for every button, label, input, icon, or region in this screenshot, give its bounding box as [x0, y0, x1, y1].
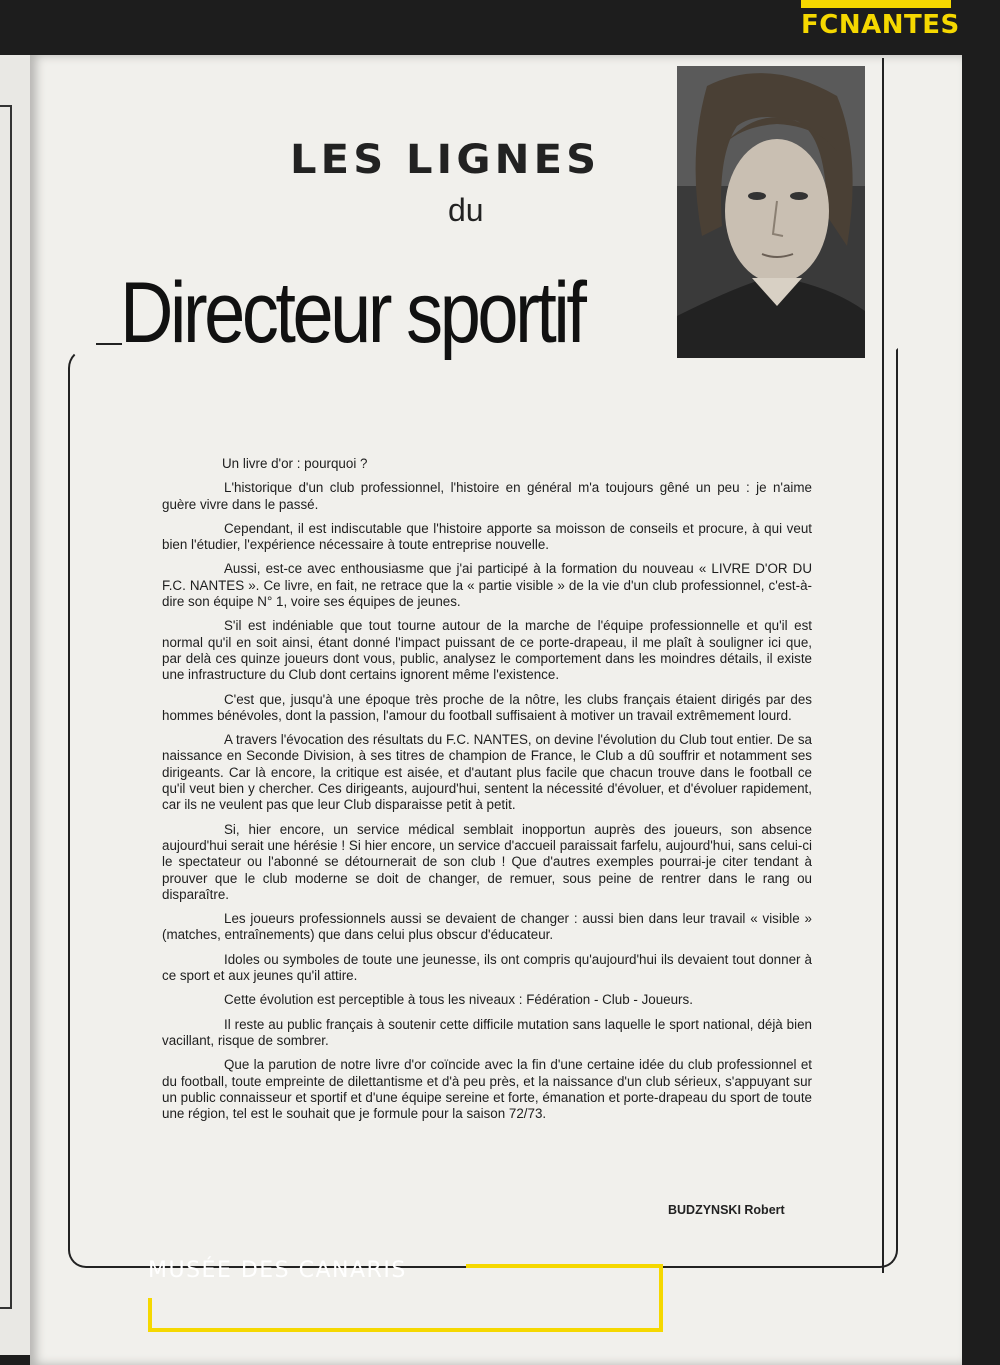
- title-main: Directeur sportif: [120, 265, 584, 361]
- watermark-frame-bottom: [148, 1328, 663, 1332]
- paragraph: Les joueurs professionnels aussi se devaient de changer : aussi bien dans leur travail « visible » (matches, entraînements) que dans celui plus obscur d'éducateur.: [162, 911, 812, 943]
- paragraph: S'il est indéniable que tout tourne autour de la marche de l'équipe professionnelle et qu'il est normal qu'il en soit ainsi, étant donné l'impact puissant de ce porte-drapeau, il me plaît à souligner ici que, par delà ces quinze joueurs dont vous, public, analysez le comportement dans les moindres détails, il existe une infrastructure du Club dont certains ignorent même l'existence.: [162, 618, 812, 683]
- title-line-1: LES LIGNES: [290, 137, 601, 183]
- paragraph: Un livre d'or : pourquoi ?: [222, 456, 368, 471]
- signature: BUDZYNSKI Robert: [668, 1203, 785, 1217]
- paragraph: A travers l'évocation des résultats du F.C. NANTES, on devine l'évolution du Club tout entier. De sa naissance en Seconde Division, à ses titres de champion de France, le Club a dû souffrir et notamment ses dirigeants. Car là encore, la critique est aisée, et d'autant plus facile que chacun trouve dans le football ce qu'il veut bien y chercher. Ces dirigeants, aujourd'hui, sentent la nécessité d'évoluer, et d'évoluer rapidement, car ils ne veulent pas que leur Club disparaisse petit à petit.: [162, 732, 812, 813]
- adjacent-page: [0, 55, 30, 1355]
- watermark-frame-left: [148, 1298, 152, 1332]
- portrait-photo: [677, 66, 865, 358]
- paragraph: C'est que, jusqu'à une époque très proche de la nôtre, les clubs français étaient dirigés par des hommes bénévoles, dont la passion, l'amour du football suffisaient à motiver un travail extrêmement lourd.: [162, 691, 812, 723]
- paragraph: Aussi, est-ce avec enthousiasme que j'ai participé à la formation du nouveau « LIVRE D'OR DU F.C. NANTES ». Ce livre, en fait, ne retrace que la « partie visible » de la vie d'un club professionnel, c'est-à-dire son équipe N° 1, voire ses équipes de jeunes.: [162, 561, 812, 610]
- paragraph: Il reste au public français à soutenir cette difficile mutation sans laquelle le sport national, déjà bien vacillant, risque de sombrer.: [162, 1016, 812, 1048]
- brand-logo-text: FCNANTES: [801, 10, 960, 40]
- adjacent-page-frame: [0, 105, 12, 1309]
- paragraph: Idoles ou symboles de toute une jeunesse, ils ont compris qu'aujourd'hui ils devaient tout donner à ce sport et aux jeunes qu'il attire.: [162, 951, 812, 984]
- title-rule: [96, 343, 122, 345]
- watermark-text: MUSÉE DES CANARIS: [148, 1258, 407, 1283]
- portrait-photo-icon: [677, 66, 865, 358]
- paragraph: L'historique d'un club professionnel, l'histoire en général m'a toujours gêné un peu : je n'aime guère vivre dans le passé.: [162, 480, 812, 512]
- article-body: [162, 456, 812, 1130]
- paragraph: Que la parution de notre livre d'or coïncide avec la fin d'une certaine idée du club professionnel et du football, toute empreinte de dilettantisme et d'à peu près, et la naissance d'un club sérieux, s'appuyant sur un public connaisseur et sportif et d'une équipe sereine et forte, émanation et porte-drapeau du sport de toute une région, tel est le souhait que je formule pour la saison 72/73.: [162, 1057, 812, 1122]
- watermark-frame-top: [466, 1264, 662, 1268]
- paragraph: Si, hier encore, un service médical semblait inopportun auprès des joueurs, son absence aujourd'hui serait une hérésie ! Si hier encore, un service d'accueil paraissait farfelu, aujourd'hui, sans celui-ci le spectateur ou l'abonné se détournerait de son club ! Que d'autres exemples pourrai-je citer tendant à prouver que le club moderne se doit de changer, de remuer, sous peine de rentrer dans le rang ou disparaître.: [162, 821, 812, 902]
- paragraph: Cette évolution est perceptible à tous les niveaux : Fédération - Club - Joueurs.: [224, 992, 693, 1008]
- watermark-frame-right: [659, 1264, 663, 1332]
- title-line-2: du: [448, 192, 484, 228]
- brand-bar: [801, 0, 951, 8]
- article-frame-right-rule: [882, 58, 884, 1273]
- paragraph: Cependant, il est indiscutable que l'histoire apporte sa moisson de conseils et procure, à qui veut bien l'étudier, l'expérience nécessaire à toute entreprise nouvelle.: [162, 520, 812, 553]
